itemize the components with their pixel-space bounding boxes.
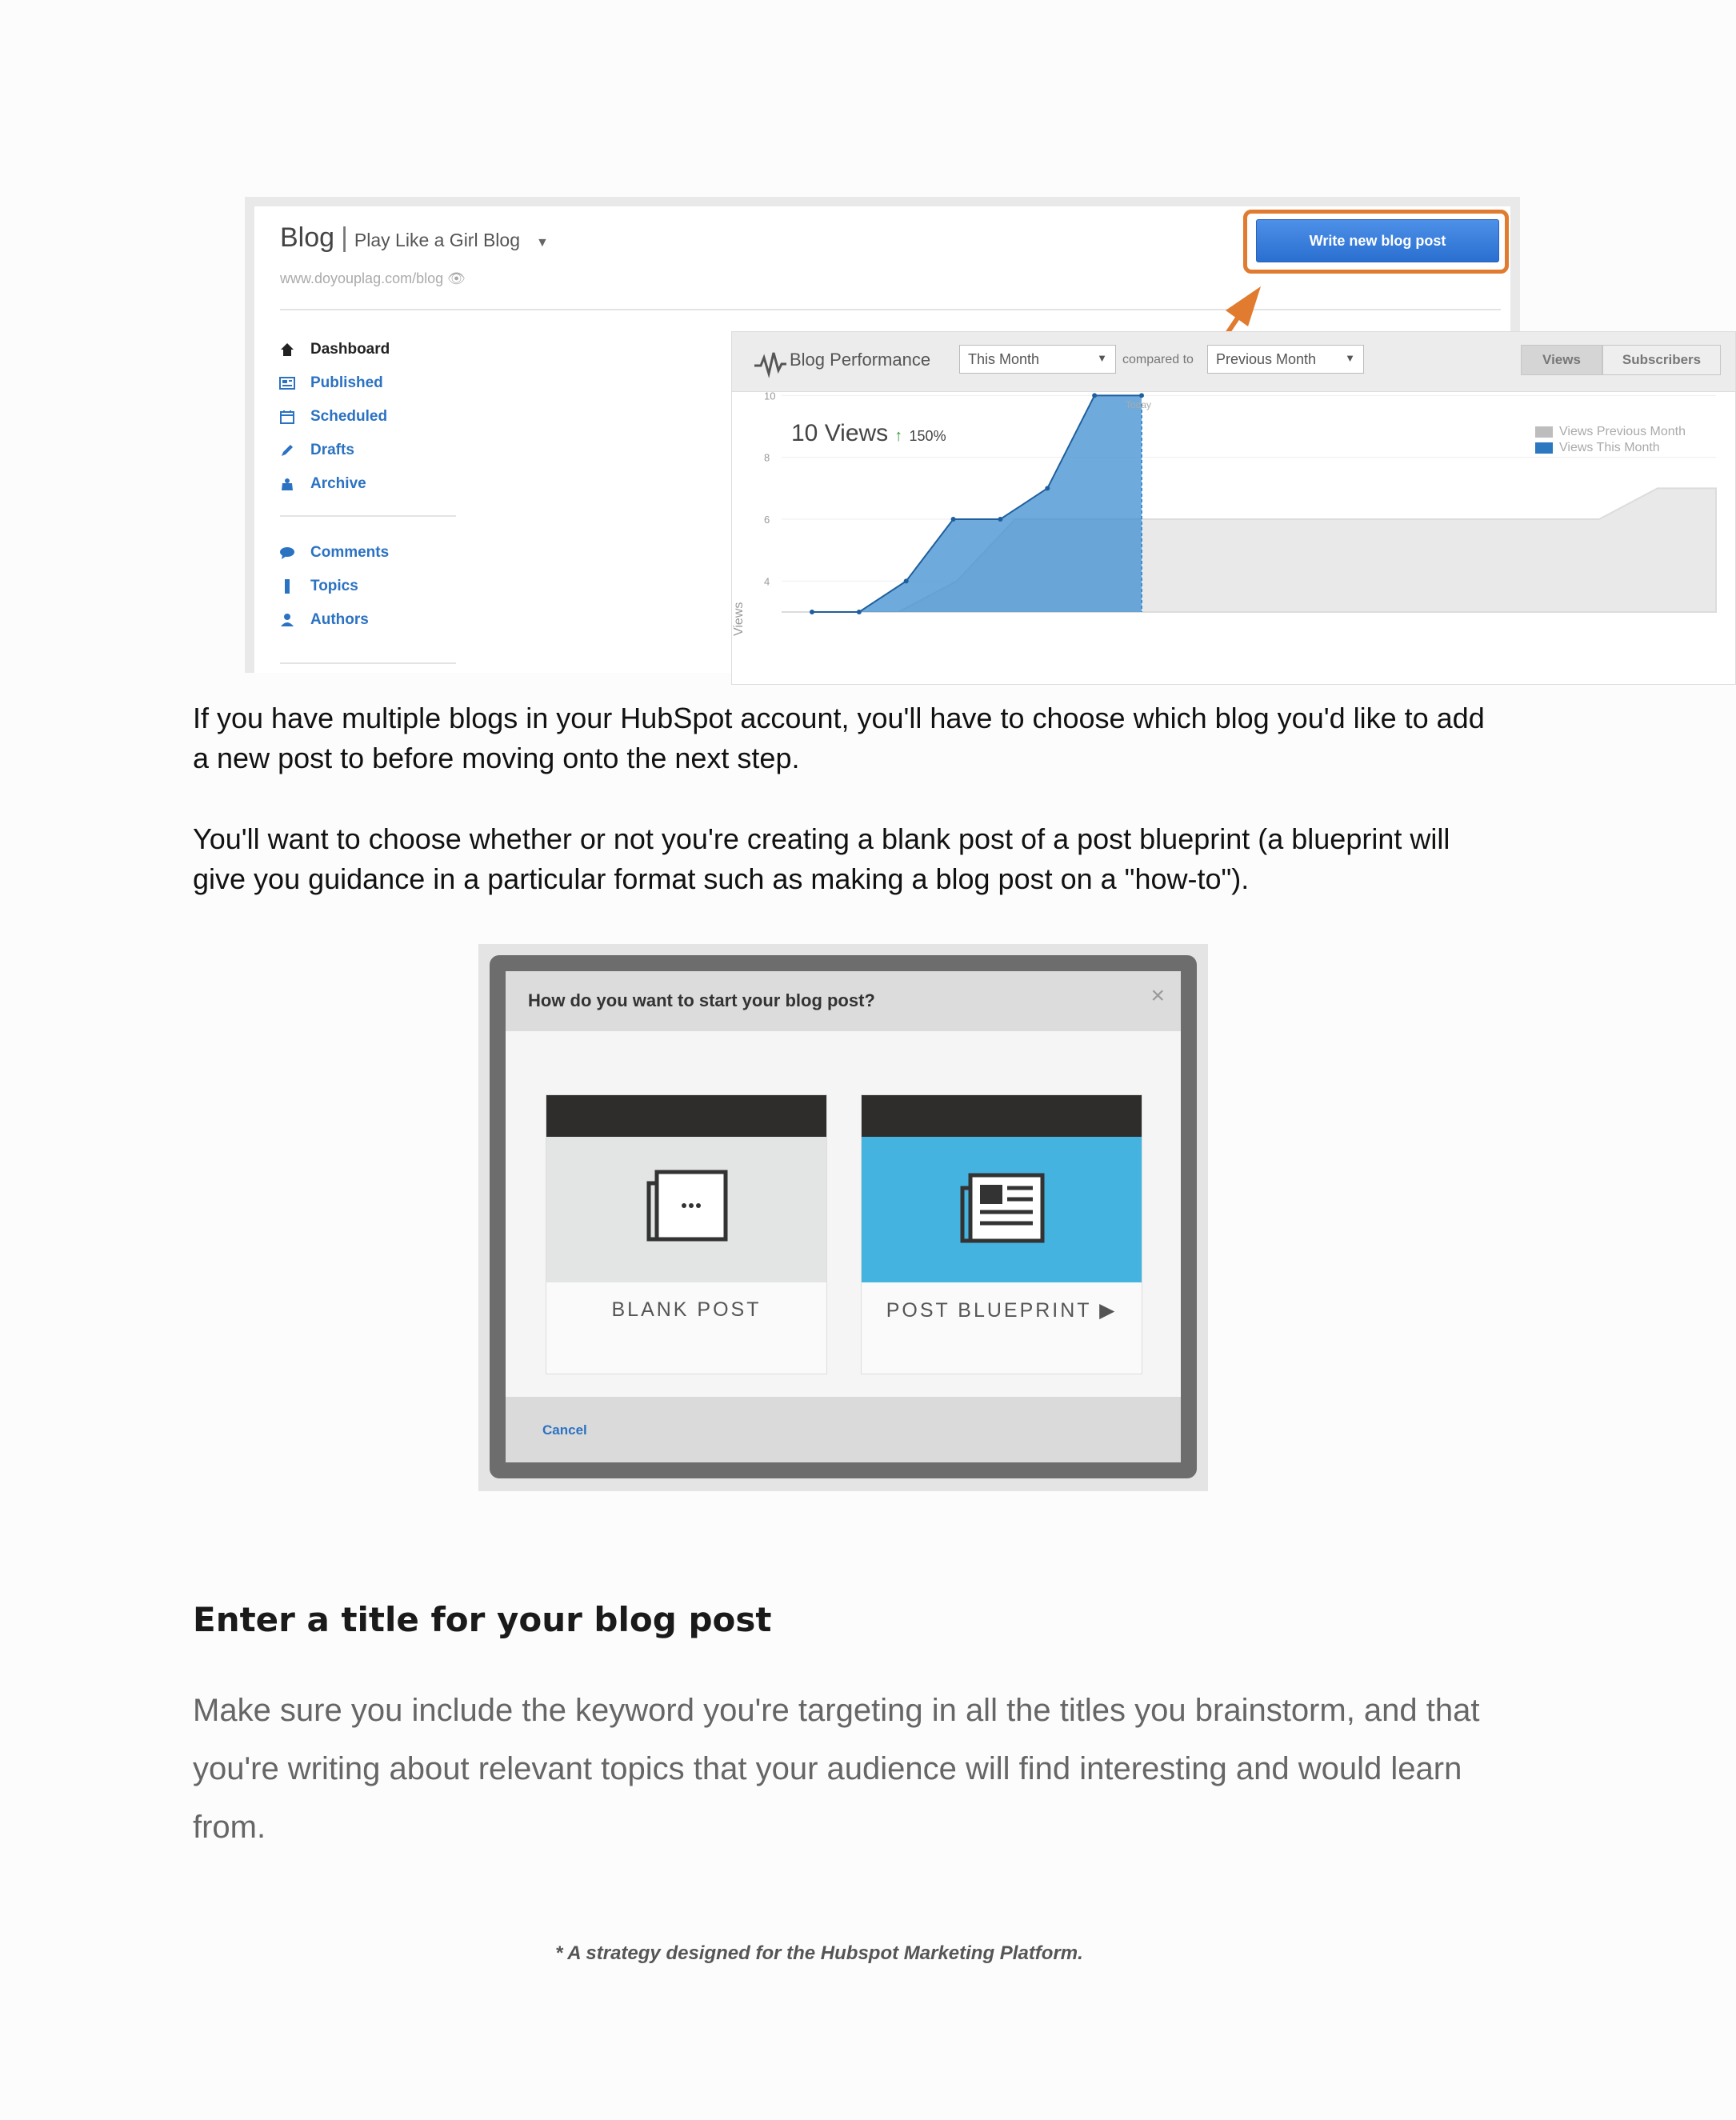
data-point	[810, 610, 814, 614]
eye-icon[interactable]: 👁	[447, 270, 466, 286]
paragraph-multiple-blogs: If you have multiple blogs in your HubSpot account, you'll have to choose which blog you'd like to add a new post to before moving onto the next step.	[193, 702, 1485, 774]
modal-title: How do you want to start your blog post?	[528, 990, 875, 1010]
chevron-down-icon: ▼	[1345, 352, 1355, 364]
blank-post-option[interactable]	[546, 1094, 827, 1374]
data-point	[998, 517, 1002, 522]
sidebar-item-dashboard[interactable]	[278, 341, 470, 358]
sidebar-item-label: Published	[310, 374, 383, 391]
sidebar-item-label: Scheduled	[310, 408, 388, 425]
chevron-down-icon: ▼	[1097, 352, 1107, 364]
range-select-value: This Month	[968, 350, 1040, 367]
comment-icon	[278, 544, 296, 562]
y-axis-label: Views	[732, 602, 746, 636]
sidebar-item-scheduled[interactable]	[278, 408, 470, 426]
performance-title: Blog Performance	[790, 350, 931, 370]
compare-select-value: Previous Month	[1216, 350, 1317, 367]
card-header-bar	[546, 1095, 826, 1137]
card-preview	[546, 1137, 826, 1282]
modal-footer	[506, 1397, 1181, 1462]
y-tick-label: 8	[764, 451, 770, 464]
sidebar-item-published[interactable]	[278, 374, 470, 392]
blog-selector[interactable]: Play Like a Girl Blog	[354, 230, 520, 250]
newspaper-icon	[959, 1174, 1046, 1246]
today-label: Today	[1126, 399, 1152, 410]
cancel-button[interactable]: Cancel	[542, 1422, 587, 1438]
start-post-modal	[506, 971, 1181, 1462]
sidebar-divider	[280, 515, 456, 517]
blog-url[interactable]	[280, 270, 466, 287]
start-post-modal-screenshot	[478, 944, 1208, 1491]
tab-views[interactable]: Views	[1521, 345, 1602, 375]
post-blueprint-label: POST BLUEPRINT ▶	[886, 1299, 1118, 1322]
compare-select[interactable]	[1207, 345, 1364, 374]
topic-icon	[278, 578, 296, 595]
card-preview	[862, 1137, 1142, 1282]
blog-header	[280, 222, 549, 254]
dashboard-panel	[254, 206, 1702, 673]
section-heading: Enter a title for your blog post	[193, 1600, 772, 1639]
views-total	[791, 420, 946, 447]
legend-swatch	[1535, 426, 1553, 438]
home-icon	[278, 341, 296, 358]
sidebar-item-archive[interactable]	[278, 475, 470, 493]
sidebar-item-label: Drafts	[310, 442, 354, 458]
sidebar-item-label: Comments	[310, 544, 390, 561]
views-change: 150%	[909, 428, 946, 444]
chevron-down-icon[interactable]: ▼	[536, 236, 549, 250]
blank-post-label: BLANK POST	[611, 1298, 762, 1321]
y-tick-label: 10	[764, 390, 776, 402]
legend-item-previous	[1535, 425, 1686, 439]
data-point	[1092, 393, 1097, 398]
sidebar-item-label: Archive	[310, 475, 366, 492]
paragraph-keyword-tip: Make sure you include the keyword you're targeting in all the titles you brainstorm, and that you're writing about relevant topics that your audience will find interesting and would learn from.	[193, 1693, 1480, 1845]
blog-dashboard-screenshot	[245, 197, 1702, 673]
sidebar-item-drafts[interactable]	[278, 442, 470, 459]
write-new-post-button[interactable]: Write new blog post	[1256, 219, 1499, 262]
data-point	[1045, 486, 1050, 490]
range-select[interactable]	[959, 345, 1116, 374]
activity-icon	[754, 351, 786, 375]
blog-title: Blog	[280, 222, 335, 253]
author-icon	[278, 611, 296, 629]
sidebar-divider	[280, 662, 456, 664]
data-point	[904, 578, 909, 583]
blog-url-text[interactable]: www.doyouplag.com/blog	[280, 270, 444, 286]
data-point	[951, 517, 956, 522]
pencil-icon	[278, 442, 296, 459]
sidebar-item-comments[interactable]	[278, 544, 470, 562]
sidebar-item-authors[interactable]	[278, 611, 470, 629]
header-divider	[280, 309, 1501, 310]
sidebar-item-topics[interactable]	[278, 578, 470, 595]
sidebar-item-label: Topics	[310, 578, 358, 594]
legend-label: Views Previous Month	[1559, 425, 1686, 438]
post-blueprint-option[interactable]	[861, 1094, 1142, 1374]
card-header-bar	[862, 1095, 1142, 1137]
y-tick-label: 6	[764, 514, 770, 526]
arrow-up-icon: ↑	[894, 427, 903, 445]
footnote: * A strategy designed for the Hubspot Marketing Platform.	[555, 1942, 1083, 1964]
data-point	[857, 610, 862, 614]
title-separator: |	[341, 222, 348, 253]
y-tick-label: 4	[764, 575, 770, 588]
archive-icon	[278, 475, 296, 493]
calendar-icon	[278, 408, 296, 426]
close-icon[interactable]: ×	[1150, 982, 1165, 1009]
blank-document-icon	[646, 1170, 729, 1242]
sidebar-item-label: Dashboard	[310, 341, 390, 358]
blog-performance-panel	[731, 331, 1736, 685]
sidebar-item-label: Authors	[310, 611, 369, 628]
views-total-value: 10 Views	[791, 420, 889, 446]
published-icon	[278, 374, 296, 392]
tab-subscribers[interactable]: Subscribers	[1602, 345, 1721, 375]
paragraph-post-type: You'll want to choose whether or not you're creating a blank post of a post blueprint (a blueprint will give you guidance in a particular format such as making a blog post on a "how-to").	[193, 822, 1450, 895]
compared-to-label: compared to	[1122, 353, 1194, 366]
legend-label: Views This Month	[1559, 441, 1660, 454]
data-point	[1139, 393, 1144, 398]
